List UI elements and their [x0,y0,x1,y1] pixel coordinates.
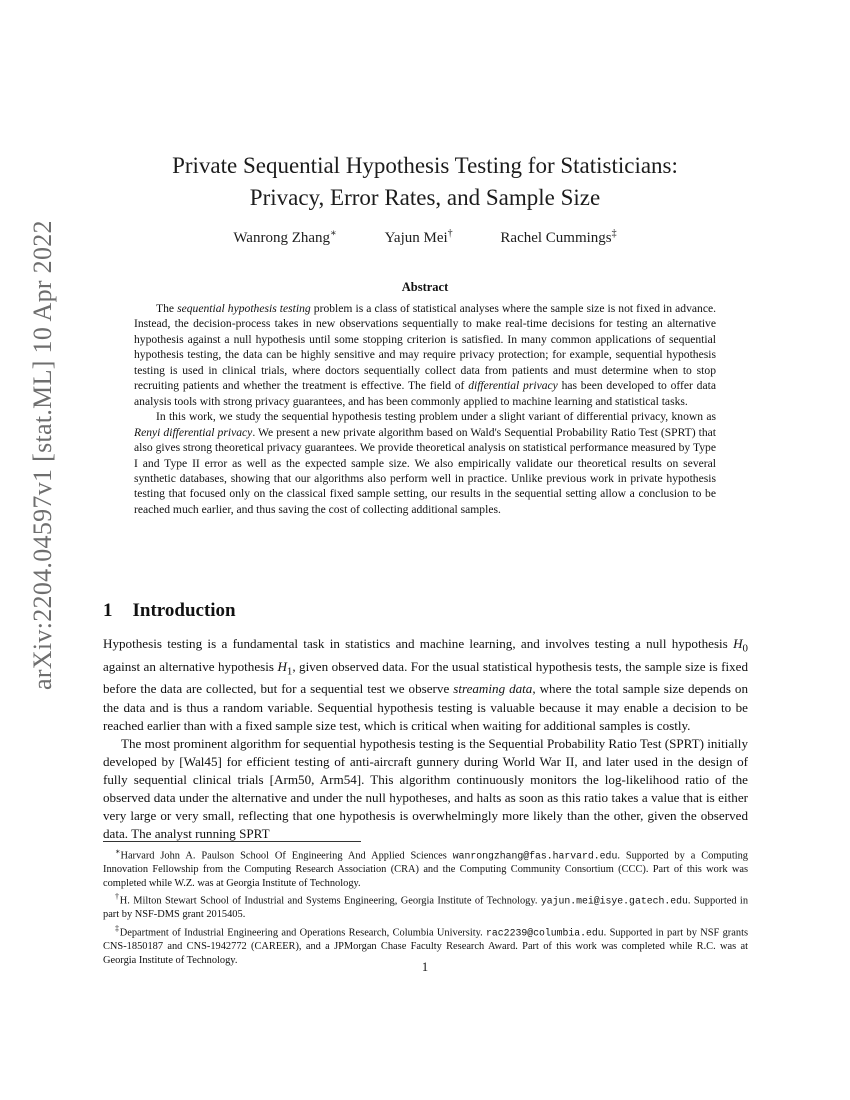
author-name: Wanrong Zhang [233,230,331,246]
footnotes [103,845,748,967]
footnote-mark: † [115,892,120,902]
text-run: has been developed to offer data analysis tools with strong privacy guarantees, and has been commonly applied to machine learning and statistical tasks. [134,379,716,408]
title-line-2: Privacy, Error Rates, and Sample Size [249,185,601,210]
author-list [0,228,850,247]
author-email: wanrongzhang@fas.harvard.edu [452,850,618,862]
footnote-rule [103,841,361,842]
text-run: Harvard John A. Paulson School Of Engineering And Applied Sciences [120,850,453,862]
text-run: The [156,302,178,315]
title-line-1: Private Sequential Hypothesis Testing for Statisticians: [172,153,678,178]
abstract-heading: Abstract [401,280,449,294]
author-footnote-mark: ‡ [611,228,617,239]
page-number: 1 [421,960,429,974]
text-run: . Supported by a Computing Innovation Fellowship from the Computing Research Association (CRA) and the Computing Community Consortium (CCC). Part of this work was completed while W.Z. was at Georgia Institute of Technology. [103,850,748,889]
author-zhang [233,228,336,247]
emphasis-text: streaming data [453,681,533,697]
text-run: . We present a new private algorithm based on Wald's Sequential Probability Ratio Test (SPRT) that also gives strong theoretical privacy guarantees. We provide theoretical analysis on statistical performance measured by Type I and Type II error as well as the expected sample size. We also empirically validate our theoretical results on several synthetic databases, showing that our algorithms also perform well in practice. Unlike previous work in private hypothesis testing that focused only on the classical fixed sample setting, our results in the sequential setting allow a conclusion to be reached much earlier, and thus saving the cost of collecting additional samples. [134,425,716,516]
author-cummings [500,228,616,247]
text-run: H. Milton Stewart School of Industrial and Systems Engineering, Georgia Institute of Technology. [119,895,541,907]
text-run: Hypothesis testing is a fundamental task in statistics and machine learning, and involves testing a null hypothesis [103,636,734,651]
emphasis-text: differential privacy [468,379,558,393]
footnote-mark: ‡ [115,923,120,933]
paper-title [80,150,770,214]
text-run: . Supported in part by NSF-DMS grant 2015405. [103,895,749,921]
intro-paragraph-2: The most prominent algorithm for sequential hypothesis testing is the Sequential Probability Ratio Test (SPRT) initially developed by [Wal45] for efficient testing of anti-aircraft gunnery during World War II, and later used in the design of fully sequential clinical trials [Arm50, Arm54]. This algorithm continuously monitors the log-likelihood ratio of the observed data under the alternative and under the null hypotheses, and halts as soon as this ratio takes a value that is either very large or very small, reflecting that one hypothesis is overwhelmingly more likely than the other, given the observed data. The analyst running SPRT [103,735,748,842]
math-subscript: 1 [286,665,293,678]
section-heading-introduction [103,600,236,622]
abstract-body [134,301,716,517]
arxiv-identifier-stamp: arXiv:2204.04597v1 [stat.ML] 10 Apr 2022 [28,220,57,690]
author-name: Yajun Mei [384,230,448,246]
abstract-paragraph-2 [134,409,716,517]
text-run: , given observed data. For the usual statistical hypothesis tests, the sample size is fixed before the data are collected, but for a sequential test we observe [103,658,748,697]
math-symbol: H [277,658,287,674]
author-footnote-mark: ∗ [330,228,337,239]
intro-paragraph-1 [103,635,748,735]
text-run: , where the total sample size depends on the data and is thus a random variable. Sequential hypothesis testing is valuable because it may enable a decision to be reached earlier than with a fixed sample size test, which is critical when waiting for additional samples is costly. [103,681,748,733]
author-mei [385,228,453,247]
author-email: rac2239@columbia.edu [486,927,604,939]
introduction-body [103,635,748,843]
text-run: In this work, we study the sequential hypothesis testing problem under a slight variant of differential privacy, known as [156,410,716,424]
text-run: . Supported in part by NSF grants CNS-1850187 and CNS-1942772 (CAREER), and a JPMorgan Chase Faculty Research Award. Part of this work was completed while R.C. was at Georgia Institute of Technology. [103,927,749,966]
footnote-mei [103,890,748,922]
math-subscript: 0 [742,642,748,655]
math-symbol: H [733,636,743,651]
footnote-mark: ∗ [115,847,121,856]
emphasis-text: Renyi differential privacy [134,425,253,439]
author-email: yajun.mei@isye.gatech.edu [540,895,688,907]
section-number: 1 [103,600,113,621]
footnote-zhang [103,845,748,890]
section-title: Introduction [132,600,236,621]
abstract-paragraph-1 [134,301,716,409]
text-run: against an alternative hypothesis [103,658,278,674]
author-name: Rachel Cummings [500,230,612,246]
author-footnote-mark: † [447,228,453,239]
emphasis-text: sequential hypothesis testing [177,302,311,315]
text-run: Department of Industrial Engineering and Operations Research, Columbia University. [119,927,487,939]
text-run: problem is a class of statistical analyses where the sample size is not fixed in advance. Instead, the decision-process takes in new observations sequentially to make real-time decisions for testing an alternative hypothesis against a null hypothesis until some stopping criterion is satisfied. In many common applications of sequential hypothesis testing, the data can be highly sensitive and may require privacy protection; for example, sequential hypothesis testing is used in clinical trials, where doctors sequentially collect data from patients and must determine when to stop recruiting patients and whether the treatment is effective. The field of [134,302,717,393]
